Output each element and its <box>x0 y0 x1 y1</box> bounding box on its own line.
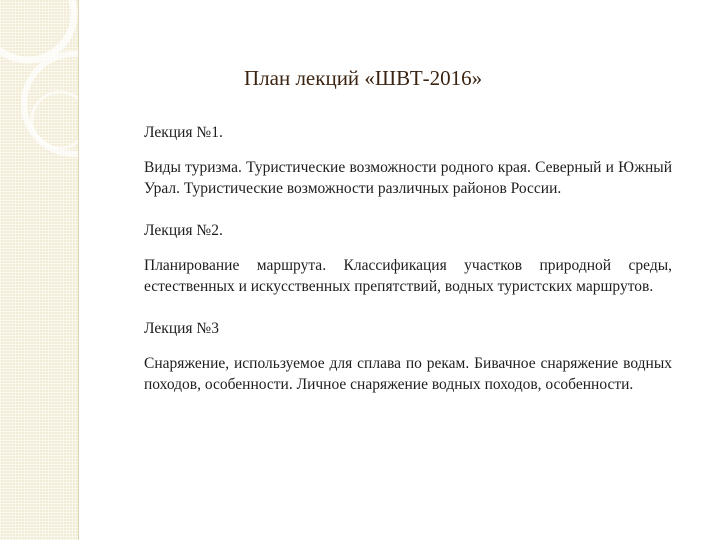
lecture-item-2 <box>144 220 672 297</box>
lecture-heading: Лекция №3 <box>144 320 219 337</box>
lecture-item-1 <box>144 122 672 199</box>
decorative-circles <box>0 0 78 540</box>
lecture-list <box>144 122 672 416</box>
lecture-heading: Лекция №1. <box>144 124 223 141</box>
lecture-description: Планирование маршрута. Классификация участков природной среды, естественных и искусственных препятствий, водных туристских маршрутов. <box>144 257 672 295</box>
lecture-item-3 <box>144 318 672 395</box>
lecture-description: Виды туризма. Туристические возможности родного края. Северный и Южный Урал. Туристические возможности различных районов России. <box>144 159 672 197</box>
page-title: План лекций «ШВТ-2016» <box>244 66 483 90</box>
lecture-description: Снаряжение, используемое для сплава по рекам. Бивачное снаряжение водных походов, особенности. Личное снаряжение водных походов, особенности. <box>144 355 672 393</box>
lecture-heading: Лекция №2. <box>144 222 223 239</box>
